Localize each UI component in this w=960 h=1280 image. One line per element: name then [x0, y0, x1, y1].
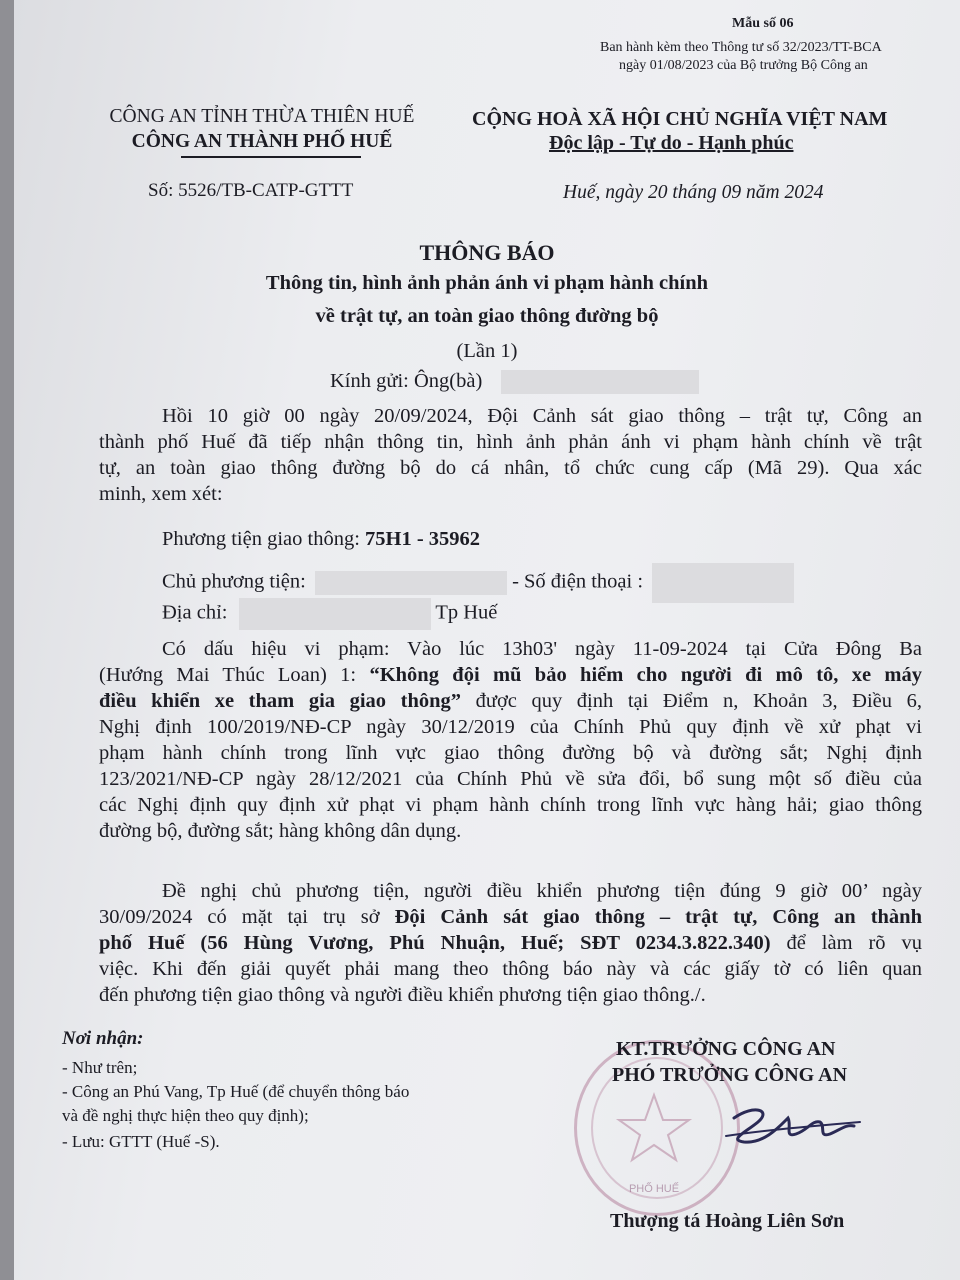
redacted-phone [652, 563, 794, 603]
recipients-title: Nơi nhận: [62, 1028, 144, 1049]
violation-line-4: Nghị định 100/2019/NĐ-CP ngày 30/12/2019 của Chính Phủ quy định về xử phạt vi [99, 716, 922, 738]
form-number: Mẫu số 06 [732, 16, 794, 31]
violation-line-3 [99, 690, 922, 713]
document-number: Số: 5526/TB-CATP-GTTT [148, 180, 354, 201]
request-office-part2: phố Huế (56 Hùng Vương, Phú Nhuận, Huế; SĐT 0234.3.822.340) [99, 932, 771, 954]
recipient-label: Kính gửi: Ông(bà) [330, 370, 483, 392]
owner-line [162, 563, 794, 603]
violation-line-7: các Nghị định quy định xử phạt vi phạm hành chính trong lĩnh vực hàng hải; giao thông [99, 794, 922, 816]
violation-regulation: được quy định tại Điểm n, Khoản 3, Điều 6, [461, 690, 922, 712]
signer-name: Thượng tá Hoàng Liên Sơn [610, 1210, 845, 1232]
redacted-recipient-name [501, 370, 699, 394]
signature-title-1: KT.TRƯỞNG CÔNG AN [616, 1038, 836, 1060]
violation-line-2 [99, 664, 922, 687]
violation-description-part1: “Không đội mũ bảo hiểm cho người đi mô tô, xe máy [369, 664, 922, 686]
notice-subtitle-2: về trật tự, an toàn giao thông đường bộ [315, 305, 659, 327]
violation-line-5: phạm hành chính trong lĩnh vực giao thông đường bộ và đường sắt; Nghị định [99, 742, 922, 764]
notice-round: (Lần 1) [456, 340, 518, 362]
address-city: Tp Huế [435, 601, 498, 624]
phone-label: - Số điện thoại : [512, 570, 644, 593]
request-purpose: để làm rõ vụ [770, 932, 922, 954]
request-line-1: Đề nghị chủ phương tiện, người điều khiển phương tiện đúng 9 giờ 00’ ngày [162, 880, 922, 902]
request-date: 30/09/2024 có mặt tại trụ sở [99, 906, 395, 928]
violation-location: (Hướng Mai Thúc Loan) 1: [99, 664, 370, 686]
notice-subtitle-1: Thông tin, hình ảnh phản ánh vi phạm hành chính [265, 272, 709, 294]
handwritten-signature [714, 1096, 864, 1156]
recipient-line [330, 370, 699, 394]
vehicle-label: Phương tiện giao thông: [162, 528, 366, 550]
intro-line-4: minh, xem xét: [99, 483, 223, 505]
form-issued-line1: Ban hành kèm theo Thông tư số 32/2023/TT-BCA [600, 40, 882, 55]
svg-text:PHỐ HUẾ: PHỐ HUẾ [628, 1183, 680, 1195]
agency-parent: CÔNG AN TỈNH THỪA THIÊN HUẾ [109, 106, 415, 127]
request-line-4: việc. Khi đến giải quyết phải mang theo thông báo này và các giấy tờ có liên quan [99, 958, 922, 980]
address-line [162, 598, 497, 630]
owner-label: Chủ phương tiện: [162, 570, 306, 593]
recipient-item-2: - Công an Phú Vang, Tp Huế (để chuyển thông báo [62, 1082, 410, 1101]
redacted-address [239, 598, 431, 630]
national-motto: Độc lập - Tự do - Hạnh phúc [549, 132, 794, 154]
vehicle-line [162, 528, 480, 551]
violation-description-part2: điều khiển xe tham gia giao thông” [99, 690, 462, 712]
form-issued-line2: ngày 01/08/2023 của Bộ trưởng Bộ Công an [619, 58, 868, 73]
request-office-part1: Đội Cảnh sát giao thông – trật tự, Công an thành [394, 906, 922, 928]
recipient-item-1: - Như trên; [62, 1058, 138, 1077]
request-line-5: đến phương tiện giao thông và người điều khiển phương tiện giao thông./. [99, 984, 706, 1006]
nation-name: CỘNG HOÀ XÃ HỘI CHỦ NGHĨA VIỆT NAM [472, 108, 888, 130]
recipient-item-3: và đề nghị thực hiện theo quy định); [62, 1106, 309, 1125]
place-date: Huế, ngày 20 tháng 09 năm 2024 [563, 182, 824, 203]
agency-name: CÔNG AN THÀNH PHỐ HUẾ [131, 131, 393, 152]
signature-title-2: PHÓ TRƯỞNG CÔNG AN [612, 1064, 848, 1086]
recipient-item-4: - Lưu: GTTT (Huế -S). [62, 1132, 220, 1151]
notice-title: THÔNG BÁO [419, 240, 555, 265]
vehicle-plate: 75H1 - 35962 [365, 528, 481, 550]
request-line-2 [99, 906, 922, 929]
redacted-owner-name [315, 571, 507, 595]
intro-line-1: Hồi 10 giờ 00 ngày 20/09/2024, Đội Cảnh sát giao thông – trật tự, Công an [162, 405, 922, 427]
intro-line-3: tự, an toàn giao thông đường bộ do cá nhân, tổ chức cung cấp (Mã 29). Qua xác [99, 457, 922, 479]
address-label: Địa chỉ: [162, 601, 228, 624]
violation-line-6: 123/2021/NĐ-CP ngày 28/12/2021 của Chính Phủ về sửa đổi, bổ sung một số điều của [99, 768, 922, 790]
violation-line-8: đường bộ, đường sắt; hàng không dân dụng. [99, 820, 462, 842]
document-page [14, 0, 960, 1280]
agency-underline [181, 156, 361, 158]
request-line-3 [99, 932, 922, 955]
intro-line-2: thành phố Huế đã tiếp nhận thông tin, hình ảnh phản ánh vi phạm hành chính về trật [99, 431, 922, 453]
violation-line-1: Có dấu hiệu vi phạm: Vào lúc 13h03' ngày 11-09-2024 tại Cửa Đông Ba [162, 638, 922, 660]
